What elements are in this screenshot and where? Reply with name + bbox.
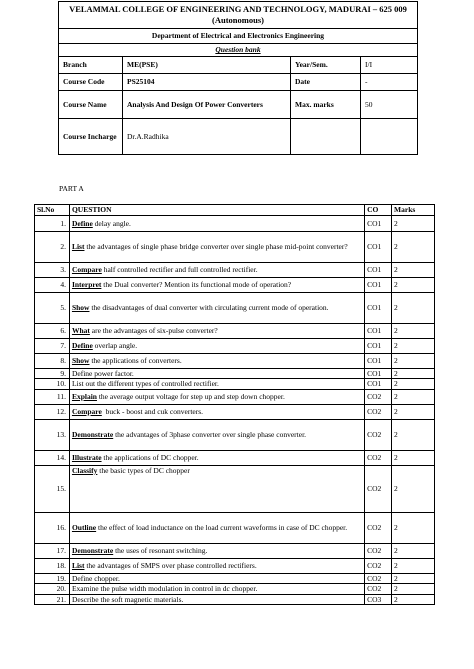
course-incharge-label: Course Incharge [59, 119, 123, 155]
info-row-course-code [59, 74, 418, 91]
marks: 2 [392, 573, 435, 583]
question-body: the advantages of 3phase converter over single phase converter. [113, 430, 307, 440]
question-number: 16. [35, 512, 70, 543]
course-outcome: CO2 [365, 465, 392, 512]
marks: 2 [392, 339, 435, 354]
question-keyword: Demonstrate [71, 546, 114, 556]
question-number: 1. [35, 216, 70, 232]
table-row [35, 293, 435, 324]
table-row [35, 419, 435, 450]
question-keyword: What [71, 326, 90, 336]
course-outcome: CO1 [365, 324, 392, 339]
marks: 2 [392, 263, 435, 278]
question-text [69, 339, 364, 354]
question-body: the uses of resonant switching. [113, 546, 208, 556]
table-row [35, 278, 435, 293]
marks: 2 [392, 232, 435, 263]
department-name: Department of Electrical and Electronics Engineering [59, 29, 418, 44]
course-outcome: CO2 [365, 389, 392, 404]
question-body: buck - boost and cuk converters. [101, 407, 204, 417]
part-a-heading: PART A [59, 184, 84, 193]
date-label: Date [291, 74, 361, 91]
question-number: 9. [35, 369, 70, 379]
table-row [35, 263, 435, 278]
question-body: Define chopper. [71, 573, 120, 583]
question-number: 13. [35, 419, 70, 450]
table-row [35, 512, 435, 543]
year-sem-value: I/I [361, 57, 418, 74]
course-outcome: CO1 [365, 278, 392, 293]
question-number: 4. [35, 278, 70, 293]
question-body: the disadvantages of dual converter with circulating current mode of operation. [89, 303, 329, 313]
question-keyword: Classify [71, 465, 98, 475]
course-outcome: CO2 [365, 450, 392, 465]
marks: 2 [392, 450, 435, 465]
question-number: 12. [35, 404, 70, 419]
marks: 2 [392, 354, 435, 369]
question-number: 7. [35, 339, 70, 354]
question-text [69, 419, 364, 450]
course-outcome: CO2 [365, 512, 392, 543]
question-keyword: Outline [71, 523, 97, 533]
question-number: 20. [35, 584, 70, 594]
max-marks-value: 50 [361, 91, 418, 119]
question-keyword: Demonstrate [71, 430, 114, 440]
marks: 2 [392, 404, 435, 419]
question-keyword: Compare [71, 265, 102, 275]
table-row [35, 379, 435, 389]
question-text [69, 512, 364, 543]
table-row [35, 450, 435, 465]
table-row [35, 594, 435, 604]
question-keyword: Define [71, 218, 93, 228]
marks: 2 [392, 369, 435, 379]
course-incharge-value: Dr.A.Radhika [123, 119, 291, 155]
question-number: 18. [35, 558, 70, 573]
marks: 2 [392, 278, 435, 293]
question-text [69, 263, 364, 278]
col-header-marks: Marks [392, 205, 435, 216]
table-row [35, 324, 435, 339]
table-row [35, 558, 435, 573]
question-keyword: Compare [71, 407, 102, 417]
header-table [58, 1, 418, 155]
question-body: overlap angle. [92, 341, 138, 351]
course-name-value: Analysis And Design Of Power Converters [123, 91, 291, 119]
question-keyword: List [71, 561, 85, 571]
question-keyword: Show [71, 356, 90, 366]
course-outcome: CO2 [365, 558, 392, 573]
question-number: 5. [35, 293, 70, 324]
course-outcome: CO2 [365, 573, 392, 583]
question-number: 11. [35, 389, 70, 404]
marks: 2 [392, 558, 435, 573]
max-marks-label: Max. marks [291, 91, 361, 119]
table-row [35, 354, 435, 369]
question-keyword: Show [71, 303, 90, 313]
question-number: 17. [35, 543, 70, 558]
question-body: are the advantages of six-pulse converter? [89, 326, 218, 336]
col-header-slno: Sl.No [35, 205, 70, 216]
question-body: half controlled rectifier and full controlled rectifier. [101, 265, 258, 275]
question-body: the effect of load inductance on the load current waveforms in case of DC chopper. [96, 523, 348, 533]
table-row [35, 584, 435, 594]
course-code-label: Course Code [59, 74, 123, 91]
question-keyword: Illustrate [71, 453, 102, 463]
question-text [69, 573, 364, 583]
question-keyword: Explain [71, 392, 97, 402]
question-text [69, 389, 364, 404]
question-number: 3. [35, 263, 70, 278]
date-value: - [361, 74, 418, 91]
question-text [69, 232, 364, 263]
table-row [35, 369, 435, 379]
question-body: Examine the pulse width modulation in control in dc chopper. [71, 584, 258, 594]
question-body: List out the different types of controlled rectifier. [71, 379, 219, 389]
course-outcome: CO3 [365, 594, 392, 604]
table-header-row [35, 205, 435, 216]
question-number: 10. [35, 379, 70, 389]
table-row [35, 465, 435, 512]
question-body: the basic types of DC chopper [97, 465, 190, 475]
question-number: 19. [35, 573, 70, 583]
info-row-course-incharge [59, 119, 418, 155]
course-outcome: CO1 [365, 354, 392, 369]
marks: 2 [392, 594, 435, 604]
course-code-value: PS25104 [123, 74, 291, 91]
question-text [69, 379, 364, 389]
question-keyword: Interpret [71, 280, 102, 290]
question-number: 14. [35, 450, 70, 465]
question-body: the advantages of SMPS over phase controlled rectifiers. [84, 561, 257, 571]
table-row [35, 573, 435, 583]
question-text [69, 354, 364, 369]
question-body: the applications of converters. [89, 356, 182, 366]
marks: 2 [392, 543, 435, 558]
year-sem-label: Year/Sem. [291, 57, 361, 74]
question-body: Define power factor. [71, 369, 134, 378]
col-header-question: QUESTION [69, 205, 364, 216]
course-outcome: CO1 [365, 339, 392, 354]
question-text [69, 324, 364, 339]
table-row [35, 339, 435, 354]
question-text [69, 594, 364, 604]
info-row-course-name [59, 91, 418, 119]
marks: 2 [392, 419, 435, 450]
question-body: the applications of DC chopper. [101, 453, 199, 463]
table-row [35, 389, 435, 404]
marks: 2 [392, 324, 435, 339]
course-outcome: CO2 [365, 404, 392, 419]
questions-table [34, 204, 435, 605]
table-row [35, 232, 435, 263]
branch-label: Branch [59, 57, 123, 74]
question-body: the Dual converter? Mention its functional mode of operation? [101, 280, 292, 290]
question-number: 6. [35, 324, 70, 339]
marks: 2 [392, 216, 435, 232]
marks: 2 [392, 512, 435, 543]
question-text [69, 404, 364, 419]
course-outcome: CO1 [365, 379, 392, 389]
question-text [69, 278, 364, 293]
marks: 2 [392, 389, 435, 404]
table-row [35, 543, 435, 558]
marks: 2 [392, 465, 435, 512]
info-row-branch [59, 57, 418, 74]
course-outcome: CO1 [365, 216, 392, 232]
question-number: 8. [35, 354, 70, 369]
document-title: Question bank [215, 45, 261, 55]
branch-value: ME(PSE) [123, 57, 291, 74]
col-header-co: CO [365, 205, 392, 216]
question-text [69, 369, 364, 379]
question-number: 15. [35, 465, 70, 512]
course-outcome: CO1 [365, 293, 392, 324]
college-name: VELAMMAL COLLEGE OF ENGINEERING AND TECHNOLOGY, MADURAI – 625 009 (Autonomous) [59, 2, 418, 29]
question-text [69, 293, 364, 324]
question-body: the average output voltage for step up and step down chopper. [96, 392, 285, 402]
question-number: 21. [35, 594, 70, 604]
question-text [69, 216, 364, 232]
course-outcome: CO2 [365, 543, 392, 558]
question-text [69, 543, 364, 558]
course-name-label: Course Name [59, 91, 123, 119]
course-outcome: CO1 [365, 232, 392, 263]
question-text [69, 450, 364, 465]
course-outcome: CO2 [365, 584, 392, 594]
table-row [35, 216, 435, 232]
question-keyword: List [71, 242, 85, 252]
marks: 2 [392, 584, 435, 594]
question-body: Describe the soft magnetic materials. [71, 594, 184, 604]
marks: 2 [392, 379, 435, 389]
question-text [69, 558, 364, 573]
question-body: delay angle. [92, 218, 131, 228]
question-keyword: Define [71, 341, 93, 351]
question-text [69, 465, 364, 512]
marks: 2 [392, 293, 435, 324]
question-body: the advantages of single phase bridge converter over single phase mid-point converter? [84, 242, 348, 252]
question-number: 2. [35, 232, 70, 263]
course-outcome: CO1 [365, 369, 392, 379]
question-text [69, 584, 364, 594]
course-outcome: CO1 [365, 263, 392, 278]
table-row [35, 404, 435, 419]
course-outcome: CO2 [365, 419, 392, 450]
